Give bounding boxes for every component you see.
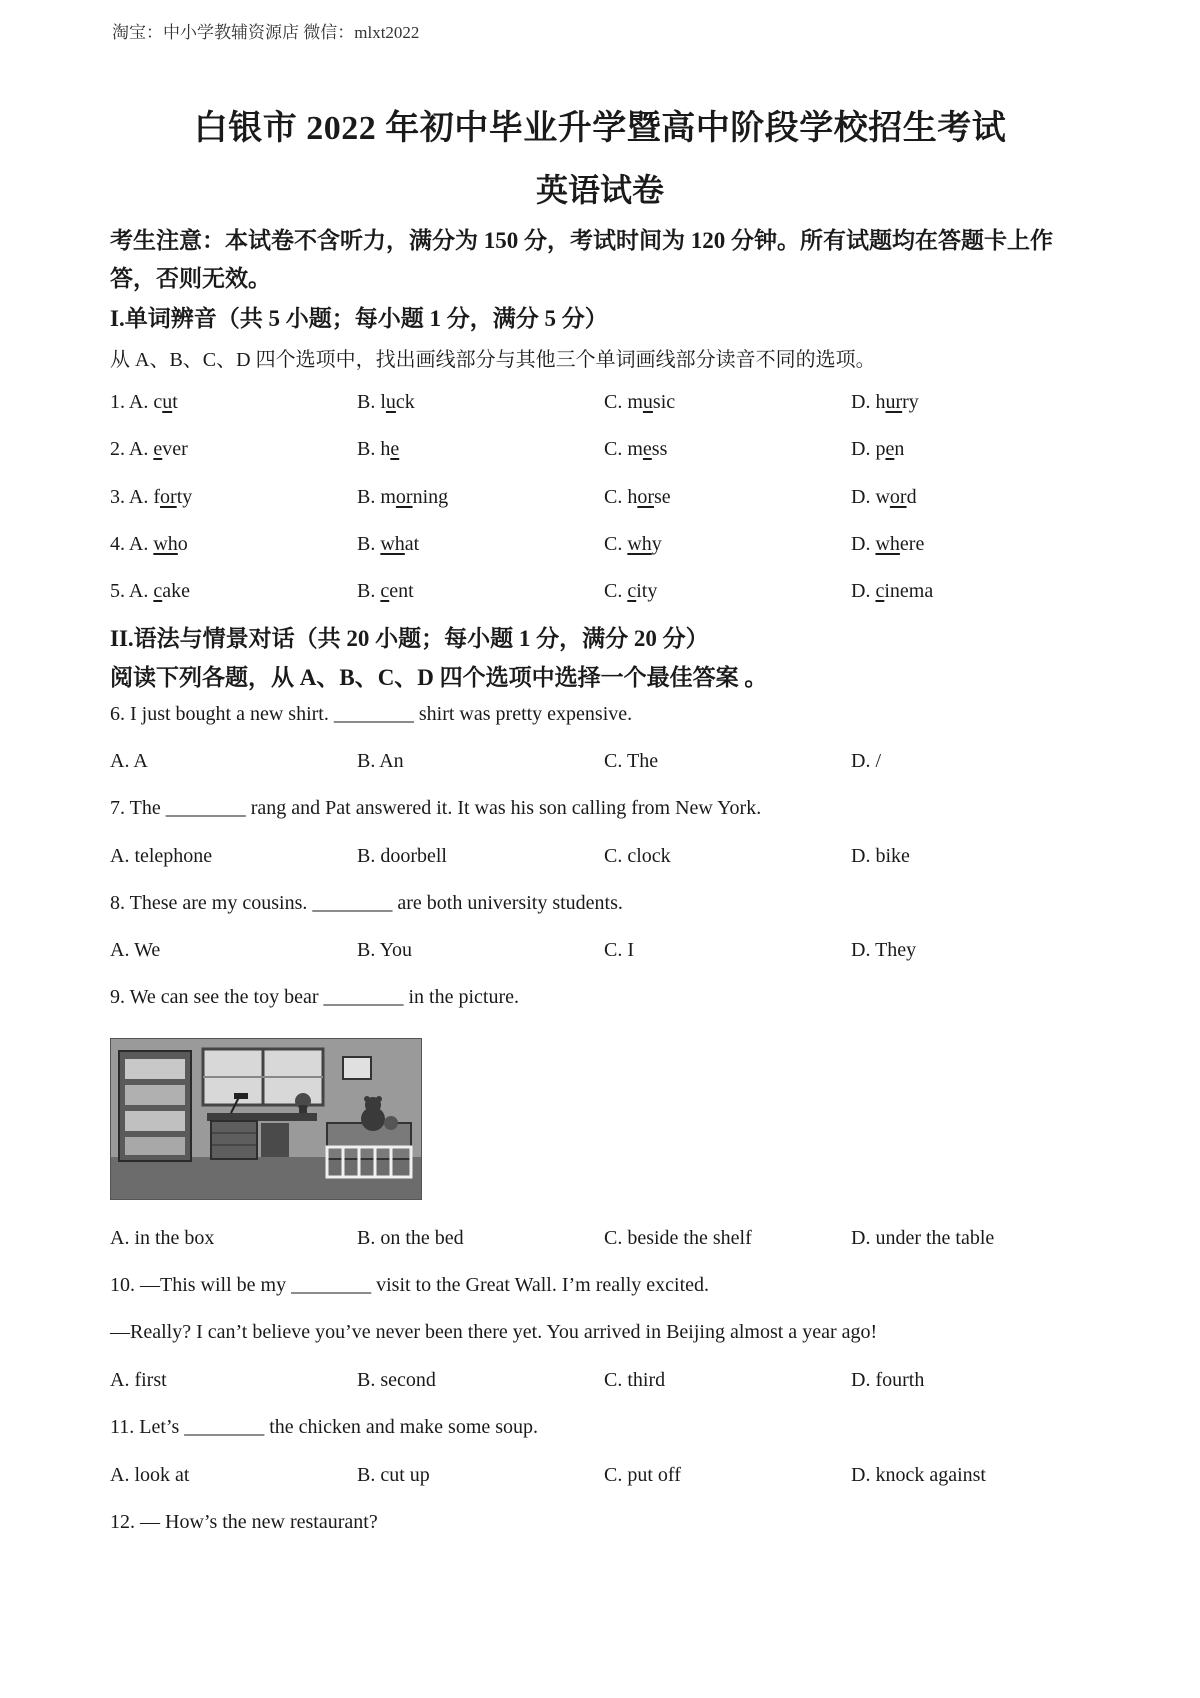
option-a: A. look at [110, 1464, 190, 1486]
option: B. cent [357, 580, 414, 602]
question-8: 8. These are my cousins. ________ are both university students. [110, 892, 623, 914]
option: C. mess [604, 438, 668, 460]
option-b: B. cut up [357, 1464, 430, 1486]
question-row [110, 438, 1110, 468]
question-10: 10. —This will be my ________ visit to the Great Wall. I’m really excited. [110, 1274, 710, 1296]
options-row [110, 1369, 1110, 1399]
option-b: B. You [357, 939, 413, 961]
notice-line-1: 考生注意：本试卷不含听力，满分为 150 分，考试时间为 120 分钟。所有试题均在答题卡上作 [110, 228, 1053, 253]
option: 4. A. who [110, 533, 188, 555]
options-row [110, 939, 1110, 969]
option: D. hurry [851, 391, 919, 413]
bedroom-picture [110, 1038, 422, 1200]
question-12: 12. — How’s the new restaurant? [110, 1511, 378, 1533]
option-d: D. They [851, 939, 917, 961]
option-b: B. second [357, 1369, 436, 1391]
option-d: D. under the table [851, 1227, 995, 1249]
options-row [110, 845, 1110, 875]
option: B. morning [357, 486, 449, 508]
option: D. where [851, 533, 925, 555]
paper-subtitle: 英语试卷 [535, 172, 664, 208]
question-10-reply: —Really? I can’t believe you’ve never been there yet. You arrived in Beijing almost a year ago! [110, 1321, 878, 1343]
options-row [110, 750, 1110, 780]
options-row [110, 1464, 1110, 1494]
question-row [110, 391, 1110, 421]
bedroom-illustration [111, 1039, 421, 1199]
option: B. he [357, 438, 400, 460]
option-a: A. first [110, 1369, 167, 1391]
section2-heading: II.语法与情景对话（共 20 小题；每小题 1 分，满分 20 分） [110, 626, 709, 651]
option: 5. A. cake [110, 580, 190, 602]
question-6: 6. I just bought a new shirt. ________ shirt was pretty expensive. [110, 703, 633, 725]
option: C. music [604, 391, 676, 413]
option-c: C. third [604, 1369, 666, 1391]
option-a: A. A [110, 750, 148, 772]
option: D. cinema [851, 580, 934, 602]
option-c: C. clock [604, 845, 671, 867]
option: C. horse [604, 486, 671, 508]
option-a: A. telephone [110, 845, 213, 867]
option-c: C. put off [604, 1464, 681, 1486]
option-c: C. The [604, 750, 659, 772]
header-note: 淘宝：中小学教辅资源店 微信：mlxt2022 [112, 23, 420, 42]
option: B. what [357, 533, 420, 555]
option: B. luck [357, 391, 415, 413]
option: 1. A. cut [110, 391, 178, 413]
option-b: B. doorbell [357, 845, 447, 867]
option-b: B. on the bed [357, 1227, 464, 1249]
options-row [110, 1227, 1110, 1257]
question-row [110, 486, 1110, 516]
option-d: D. fourth [851, 1369, 925, 1391]
option-d: D. knock against [851, 1464, 986, 1486]
option: 2. A. ever [110, 438, 188, 460]
section1-instruction: 从 A、B、C、D 四个选项中，找出画线部分与其他三个单词画线部分读音不同的选项。 [110, 349, 876, 371]
option: 3. A. forty [110, 486, 193, 508]
option: C. why [604, 533, 662, 555]
option-c: C. I [604, 939, 634, 961]
section1-heading: I.单词辨音（共 5 小题；每小题 1 分，满分 5 分） [110, 306, 608, 331]
option-d: D. / [851, 750, 881, 772]
question-11: 11. Let’s ________ the chicken and make some soup. [110, 1416, 539, 1438]
question-row [110, 533, 1110, 563]
question-7: 7. The ________ rang and Pat answered it. It was his son calling from New York. [110, 797, 762, 819]
option: D. word [851, 486, 917, 508]
option-a: A. in the box [110, 1227, 215, 1249]
question-9: 9. We can see the toy bear ________ in the picture. [110, 986, 520, 1008]
option: D. pen [851, 438, 905, 460]
option-d: D. bike [851, 845, 910, 867]
option-b: B. An [357, 750, 404, 772]
section2-instruction: 阅读下列各题，从 A、B、C、D 四个选项中选择一个最佳答案 。 [110, 665, 768, 690]
exam-title: 白银市 2022 年初中毕业升学暨高中阶段学校招生考试 [193, 110, 1007, 147]
notice-line-2: 答，否则无效。 [110, 266, 271, 291]
question-row [110, 580, 1110, 610]
option-a: A. We [110, 939, 161, 961]
option-c: C. beside the shelf [604, 1227, 752, 1249]
option: C. city [604, 580, 658, 602]
